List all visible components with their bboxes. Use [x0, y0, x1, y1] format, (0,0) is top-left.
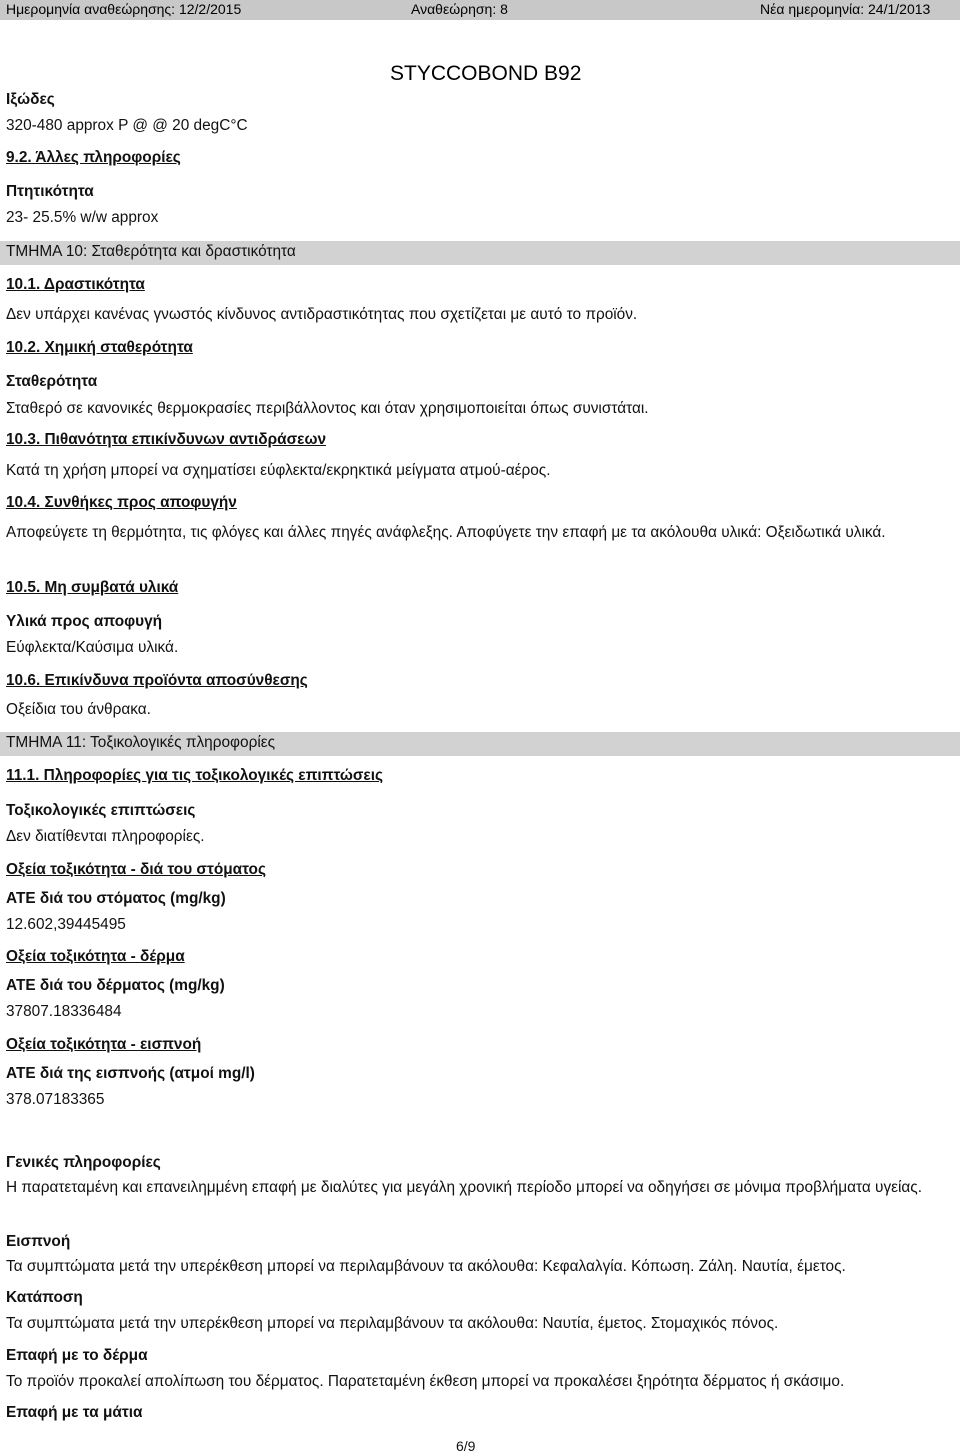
revision-number: Αναθεώρηση: 8: [411, 1, 508, 17]
inhalation-toxicity-heading: Οξεία τοξικότητα - εισπνοή: [6, 1036, 202, 1053]
inhalation-ate-value: 378.07183365: [6, 1091, 105, 1108]
stability-text: Σταθερό σε κανονικές θερμοκρασίες περιβάλλοντος και όταν χρησιμοποιείται όπως συνιστάται.: [6, 400, 649, 417]
eye-contact-label: Επαφή με τα μάτια: [6, 1404, 143, 1421]
page-number: 6/9: [456, 1438, 476, 1454]
hazardous-reactions-text: Κατά τη χρήση μπορεί να σχηματίσει εύφλεκτα/εκρηκτικά μείγματα ατμού-αέρος.: [6, 462, 551, 479]
dermal-toxicity-heading: Οξεία τοξικότητα - δέρμα: [6, 948, 185, 965]
revision-date: Ημερομηνία αναθεώρησης: 12/2/2015: [6, 1, 242, 17]
section-10-bar: [0, 241, 960, 265]
stability-label: Σταθερότητα: [6, 373, 98, 390]
general-info-text: Η παρατεταμένη και επανειλημμένη επαφή με διαλύτες για μεγάλη χρονική περίοδο μπορεί να οδηγήσει σε μόνιμα προβλήματα υγείας.: [6, 1179, 923, 1196]
materials-to-avoid-label: Υλικά προς αποφυγή: [6, 613, 163, 630]
chemical-stability-heading: 10.2. Χημική σταθερότητα: [6, 339, 193, 356]
ingestion-label: Κατάποση: [6, 1289, 83, 1306]
conditions-to-avoid-heading: 10.4. Συνθήκες προς αποφυγήν: [6, 494, 237, 511]
dermal-ate-value: 37807.18336484: [6, 1003, 122, 1020]
skin-contact-text: Το προϊόν προκαλεί απολίπωση του δέρματος. Παρατεταμένη έκθεση μπορεί να προκαλέσει ξηρότητα δέρματος ή σκάσιμο.: [6, 1373, 845, 1390]
product-title: STYCCOBOND B92: [390, 62, 582, 85]
section-11-heading: ΤΜΗΜΑ 11: Τοξικολογικές πληροφορίες: [6, 734, 276, 751]
skin-contact-label: Επαφή με το δέρμα: [6, 1347, 148, 1364]
page-header: [0, 0, 960, 20]
toxicological-effects-heading: 11.1. Πληροφορίες για τις τοξικολογικές επιπτώσεις: [6, 767, 384, 784]
decomposition-products-heading: 10.6. Επικίνδυνα προϊόντα αποσύνθεσης: [6, 672, 308, 689]
inhalation-ate-label: ATE διά της εισπνοής (ατμοί mg/l): [6, 1065, 255, 1082]
volatility-label: Πτητικότητα: [6, 183, 94, 200]
inhalation-label: Εισπνοή: [6, 1233, 71, 1250]
other-info-heading: 9.2. Άλλες πληροφορίες: [6, 149, 181, 166]
oral-toxicity-heading: Οξεία τοξικότητα - διά του στόματος: [6, 861, 266, 878]
viscosity-value: 320-480 approx P @ @ 20 degC°C: [6, 117, 248, 134]
tox-effects-text: Δεν διατίθενται πληροφορίες.: [6, 828, 205, 845]
replaces-date: Νέα ημερομηνία: 24/1/2013: [760, 1, 931, 17]
dermal-ate-label: ATE διά του δέρματος (mg/kg): [6, 977, 225, 994]
decomposition-products-text: Οξείδια του άνθρακα.: [6, 701, 151, 718]
general-info-label: Γενικές πληροφορίες: [6, 1154, 161, 1171]
reactivity-text: Δεν υπάρχει κανένας γνωστός κίνδυνος αντιδραστικότητας που σχετίζεται με αυτό το προϊόν.: [6, 306, 638, 323]
hazardous-reactions-heading: 10.3. Πιθανότητα επικίνδυνων αντιδράσεων: [6, 431, 327, 448]
ingestion-text: Τα συμπτώματα μετά την υπερέκθεση μπορεί να περιλαμβάνουν τα ακόλουθα: Ναυτία, έμετος. Στομαχικός πόνος.: [6, 1315, 779, 1332]
section-11-bar: [0, 732, 960, 756]
tox-effects-label: Τοξικολογικές επιπτώσεις: [6, 802, 196, 819]
viscosity-label: Ιξώδες: [6, 91, 55, 108]
inhalation-text: Τα συμπτώματα μετά την υπερέκθεση μπορεί να περιλαμβάνουν τα ακόλουθα: Κεφαλαλγία. Κόπωση. Ζάλη. Ναυτία, έμετος.: [6, 1258, 846, 1275]
volatility-value: 23- 25.5% w/w approx: [6, 209, 159, 226]
materials-to-avoid-text: Εύφλεκτα/Καύσιμα υλικά.: [6, 639, 179, 656]
oral-ate-label: ATE διά του στόματος (mg/kg): [6, 890, 226, 907]
conditions-to-avoid-text: Αποφεύγετε τη θερμότητα, τις φλόγες και άλλες πηγές ανάφλεξης. Αποφύγετε την επαφή με τα ακόλουθα υλικά: Οξειδωτικά υλικά.: [6, 524, 886, 541]
section-10-heading: ΤΜΗΜΑ 10: Σταθερότητα και δραστικότητα: [6, 243, 296, 260]
reactivity-heading: 10.1. Δραστικότητα: [6, 276, 145, 293]
oral-ate-value: 12.602,39445495: [6, 916, 126, 933]
incompatible-materials-heading: 10.5. Μη συμβατά υλικά: [6, 579, 179, 596]
